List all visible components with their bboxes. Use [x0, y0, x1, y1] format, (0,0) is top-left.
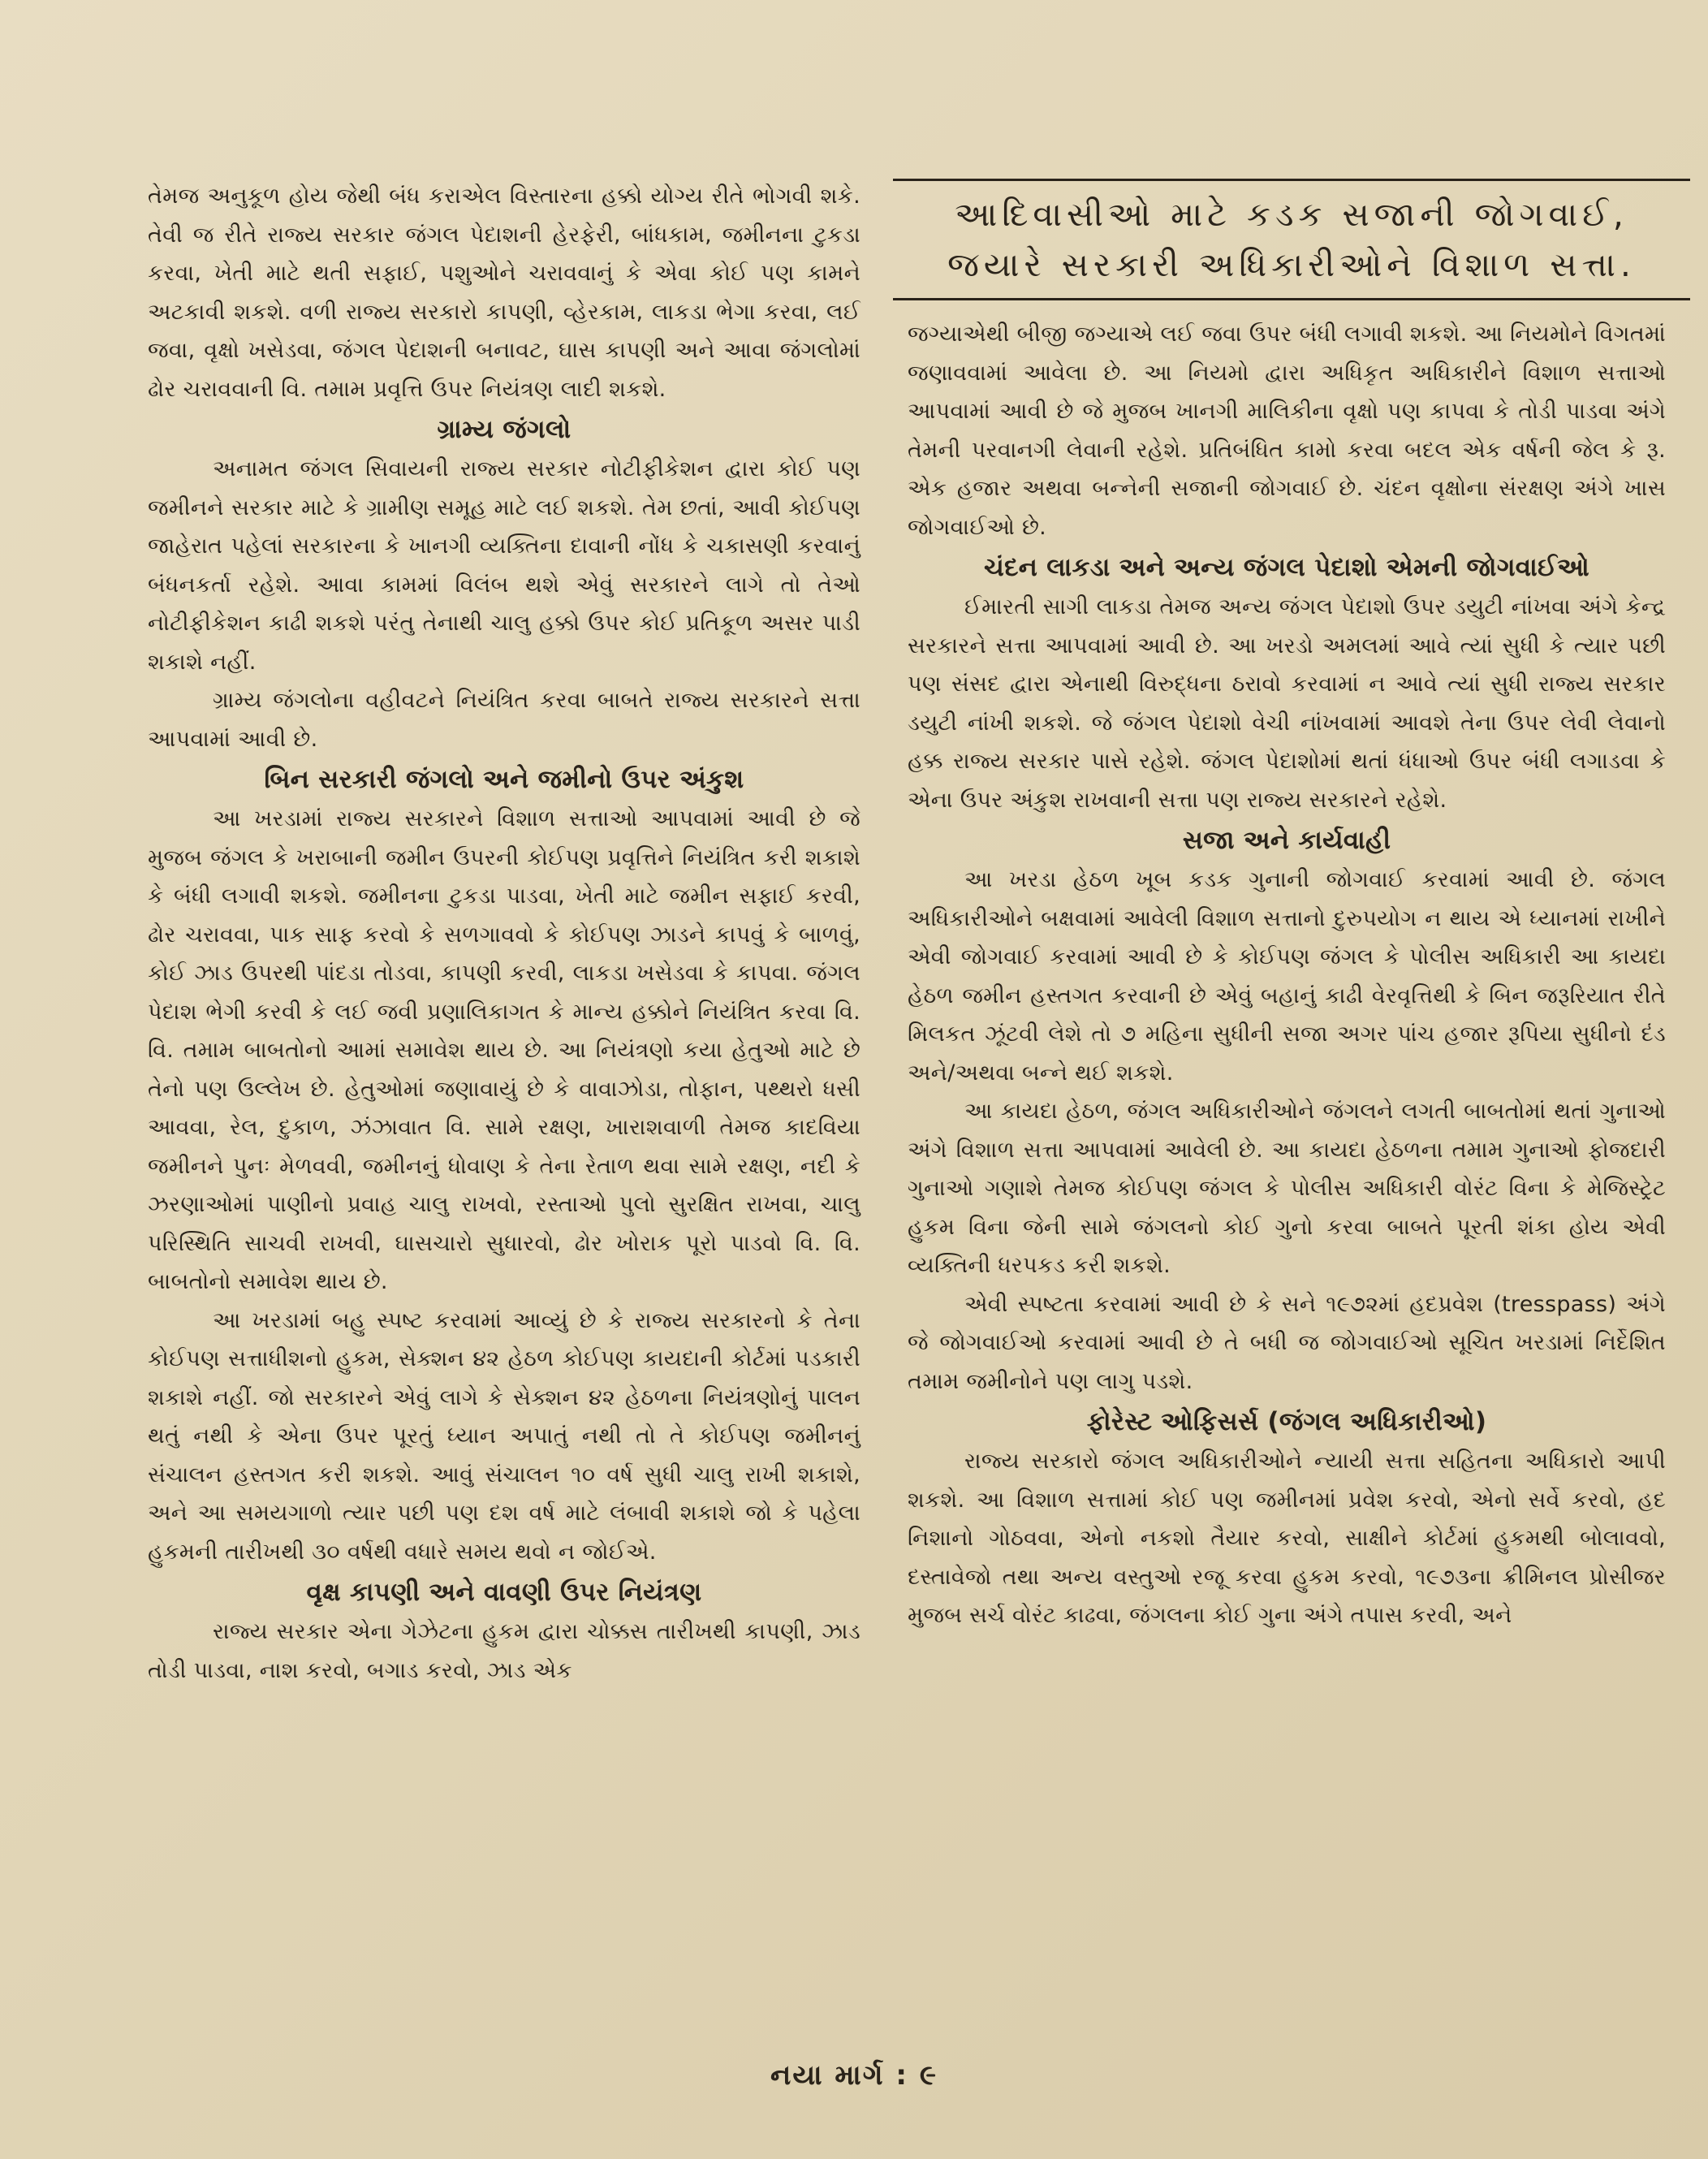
headline-line-1: આદિવાસીઓ માટે કડક સજાની જોગવાઈ, [955, 195, 1628, 234]
paragraph: આ ખરડામાં બહુ સ્પષ્ટ કરવામાં આવ્યું છે કે રાજ્ય સરકારનો કે તેના કોઈપણ સત્તાધીશનો હુકમ, સેક્શન ૪૨ હેઠળ કોઈપણ કાયદાની કોર્ટમાં પડકારી શકાશે નહીં. જો સરકારને એવું લાગે કે સેક્શન ૪૨ હેઠળના નિયંત્રણોનું પાલન થતું નથી કે એના ઉપર પૂરતું ધ્યાન અપાતું નથી તો તે કોઈપણ જમીનનું સંચાલન હસ્તગત કરી શકશે. આવું સંચાલન ૧૦ વર્ષ સુધી ચાલુ રાખી શકાશે, અને આ સમયગાળો ત્યાર પછી પણ દશ વર્ષ માટે લંબાવી શકાશે જો કે પહેલા હુકમની તારીખથી ૩૦ વર્ષથી વધારે સમય થવો ન જોઈએ. [148, 1307, 860, 1565]
left-column [148, 177, 860, 1690]
paragraph: આ ખરડામાં રાજ્ય સરકારને વિશાળ સત્તાઓ આપવામાં આવી છે જે મુજબ જંગલ કે ખરાબાની જમીન ઉપરની કોઈપણ પ્રવૃત્તિને નિયંત્રિત કરી શકાશે કે બંધી લગાવી શકશે. જમીનના ટુકડા પાડવા, ખેતી માટે જમીન સફાઈ કરવી, ઢોર ચરાવવા, પાક સાફ કરવો કે સળગાવવો કે કોઈપણ ઝાડને કાપવું કે બાળવું, કોઈ ઝાડ ઉપરથી પાંદડા તોડવા, કાપણી કરવી, લાકડા ખસેડવા કે કાપવા. જંગલ પેદાશ ભેગી કરવી કે લઈ જવી પ્રણાલિકાગત કે માન્ય હક્કોને નિયંત્રિત કરવા વિ. વિ. તમામ બાબતોનો આમાં સમાવેશ થાય છે. આ નિયંત્રણો કયા હેતુઓ માટે છે તેનો પણ ઉલ્લેખ છે. હેતુઓમાં જણાવાયું છે કે વાવાઝોડા, તોફાન, પથ્થરો ધસી આવવા, રેલ, દુકાળ, ઝંઝાવાત વિ. સામે રક્ષણ, ખારાશવાળી તેમજ કાદવિયા જમીનને પુનઃ મેળવવી, જમીનનું ધોવાણ કે તેના રેતાળ થવા સામે રક્ષણ, નદી કે ઝરણાઓમાં પાણીનો પ્રવાહ ચાલુ રાખવો, રસ્તાઓ પુલો સુરક્ષિત રાખવા, ચાલુ પરિસ્થિતિ સાચવી રાખવી, ઘાસચારો સુધારવો, ઢોર ખોરાક પૂરો પાડવો વિ. વિ. બાબતોનો સમાવેશ થાય છે. [148, 806, 860, 1294]
paragraph: રાજ્ય સરકારો જંગલ અધિકારીઓને ન્યાયી સત્તા સહિતના અધિકારો આપી શકશે. આ વિશાળ સત્તામાં કોઈ પણ જમીનમાં પ્રવેશ કરવો, એનો સર્વે કરવો, હદ નિશાનો ગોઠવવા, એનો નકશો તૈયાર કરવો, સાક્ષીને કોર્ટમાં હુકમથી બોલાવવો, દસ્તાવેજો તથા અન્ય વસ્તુઓ રજૂ કરવા હુકમ કરવો, ૧૯૭૩ના ક્રીમિનલ પ્રોસીજર મુજબ સર્ચ વોરંટ કાઢવા, જંગલના કોઈ ગુના અંગે તપાસ કરવી, અને [908, 1449, 1666, 1628]
paragraph: આ કાયદા હેઠળ, જંગલ અધિકારીઓને જંગલને લગતી બાબતોમાં થતાં ગુનાઓ અંગે વિશાળ સત્તા આપવામાં આવેલી છે. આ કાયદા હેઠળના તમામ ગુનાઓ ફોજદારી ગુનાઓ ગણાશે તેમજ કોઈપણ જંગલ કે પોલીસ અધિકારી વોરંટ વિના કે મેજિસ્ટ્રેટ હુકમ વિના જેની સામે જંગલનો કોઈ ગુનો કરવા બાબતે પૂરતી શંકા હોય એવી વ્યક્તિની ધરપકડ કરી શકશે. [908, 1099, 1666, 1278]
paragraph: ઈમારતી સાગી લાકડા તેમજ અન્ય જંગલ પેદાશો ઉપર ડયુટી નાંખવા અંગે કેન્દ્ર સરકારને સત્તા આપવામાં આવી છે. આ ખરડો અમલમાં આવે ત્યાં સુધી કે ત્યાર પછી પણ સંસદ દ્વારા એનાથી વિરુદ્ધના ઠરાવો કરવામાં ન આવે ત્યાં સુધી રાજ્ય સરકાર ડયુટી નાંખી શકશે. જે જંગલ પેદાશો વેચી નાંખવામાં આવશે તેના ઉપર લેવી લેવાનો હક્ક રાજ્ય સરકાર પાસે રહેશે. જંગલ પેદાશોમાં થતાં ધંધાઓ ઉપર બંધી લગાડવા કે એના ઉપર અંકુશ રાખવાની સત્તા પણ રાજ્ય સરકારને રહેશે. [908, 594, 1666, 813]
paragraph: જગ્યાએથી બીજી જગ્યાએ લઈ જવા ઉપર બંધી લગાવી શકશે. આ નિયમોને વિગતમાં જણાવવામાં આવેલા છે. આ નિયમો દ્વારા અધિકૃત અધિકારીને વિશાળ સત્તાઓ આપવામાં આવી છે જે મુજબ ખાનગી માલિકીના વૃક્ષો પણ કાપવા કે તોડી પાડવા અંગે તેમની પરવાનગી લેવાની રહેશે. પ્રતિબંધિત કામો કરવા બદલ એક વર્ષની જેલ કે રૂ. એક હજાર અથવા બન્નેની સજાની જોગવાઈ છે. ચંદન વૃક્ષોના સંરક્ષણ અંગે ખાસ જોગવાઈઓ છે. [908, 322, 1666, 540]
section-heading: ફોરેસ્ટ ઓફિસર્સ (જંગલ અધિકારીઓ) [1086, 1407, 1487, 1436]
headline-box [893, 179, 1690, 300]
right-column [908, 315, 1666, 1635]
paragraph: આ ખરડા હેઠળ ખૂબ કડક ગુનાની જોગવાઈ કરવામાં આવી છે. જંગલ અધિકારીઓને બક્ષવામાં આવેલી વિશાળ સત્તાનો દુરુપયોગ ન થાય એ ધ્યાનમાં રાખીને એવી જોગવાઈ કરવામાં આવી છે કે કોઈપણ જંગલ કે પોલીસ અધિકારી આ કાયદા હેઠળ જમીન હસ્તગત કરવાની છે એવું બહાનું કાઢી વેરવૃત્તિથી કે બિન જરૂરિયાત રીતે મિલકત ઝૂંટવી લેશે તો ૭ મહિના સુધીની સજા અગર પાંચ હજાર રૂપિયા સુધીનો દંડ અને/અથવા બન્ને થઈ શકશે. [908, 867, 1666, 1086]
paragraph: ગ્રામ્ય જંગલોના વહીવટને નિયંત્રિત કરવા બાબતે રાજ્ય સરકારને સત્તા આપવામાં આવી છે. [148, 688, 860, 752]
section-heading: સજા અને કાર્યવાહી [1182, 826, 1391, 855]
paragraph: તેમજ અનુકૂળ હોય જેથી બંધ કરાએલ વિસ્તારના હક્કો યોગ્ય રીતે ભોગવી શકે. તેવી જ રીતે રાજ્ય સરકાર જંગલ પેદાશની હેરફેરી, બાંધકામ, જમીનના ટુકડા કરવા, ખેતી માટે થતી સફાઈ, પશુઓને ચરાવવાનું કે એવા કોઈ પણ કામને અટકાવી શકશે. વળી રાજ્ય સરકારો કાપણી, વ્હેરકામ, લાકડા ભેગા કરવા, લઈ જવા, વૃક્ષો ખસેડવા, જંગલ પેદાશની બનાવટ, ઘાસ કાપણી અને આવા જંગલોમાં ઢોર ચરાવવાની વિ. તમામ પ્રવૃત્તિ ઉપર નિયંત્રણ લાદી શકશે. [148, 184, 860, 402]
page-footer: નયા માર્ગ : ૯ [770, 2059, 938, 2092]
paragraph: રાજ્ય સરકાર એના ગેઝેટના હુકમ દ્વારા ચોક્કસ તારીખથી કાપણી, ઝાડ તોડી પાડવા, નાશ કરવો, બગાડ કરવો, ઝાડ એક [148, 1619, 860, 1683]
section-heading: ગ્રામ્ય જંગલો [437, 415, 571, 444]
section-heading: ચંદન લાકડા અને અન્ય જંગલ પેદાશો એમની જોગવાઈઓ [984, 553, 1589, 582]
paragraph: અનામત જંગલ સિવાયની રાજ્ય સરકાર નોટીફીકેશન દ્વારા કોઈ પણ જમીનને સરકાર માટે કે ગ્રામીણ સમૂહ માટે લઈ શકશે. તેમ છતાં, આવી કોઈપણ જાહેરાત પહેલાં સરકારના કે ખાનગી વ્યક્તિના દાવાની નોંધ કે ચકાસણી કરવાનું બંધનકર્તા રહેશે. આવા કામમાં વિલંબ થશે એવું સરકારને લાગે તો તેઓ નોટીફીકેશન કાઢી શકશે પરંતુ તેનાથી ચાલુ હક્કો ઉપર કોઈ પ્રતિકૂળ અસર પાડી શકાશે નહીં. [148, 456, 860, 675]
headline-line-2: જયારે સરકારી અધિકારીઓને વિશાળ સત્તા. [947, 245, 1636, 284]
section-heading: બિન સરકારી જંગલો અને જમીનો ઉપર અંકુશ [264, 765, 744, 794]
section-heading: વૃક્ષ કાપણી અને વાવણી ઉપર નિયંત્રણ [306, 1578, 702, 1607]
paragraph: એવી સ્પષ્ટતા કરવામાં આવી છે કે સને ૧૯૭૨માં હદપ્રવેશ (tresspass) અંગે જે જોગવાઈઓ કરવામાં આવી છે તે બધી જ જોગવાઈઓ સૂચિત ખરડામાં નિર્દેશિત તમામ જમીનોને પણ લાગુ પડશે. [908, 1291, 1666, 1394]
